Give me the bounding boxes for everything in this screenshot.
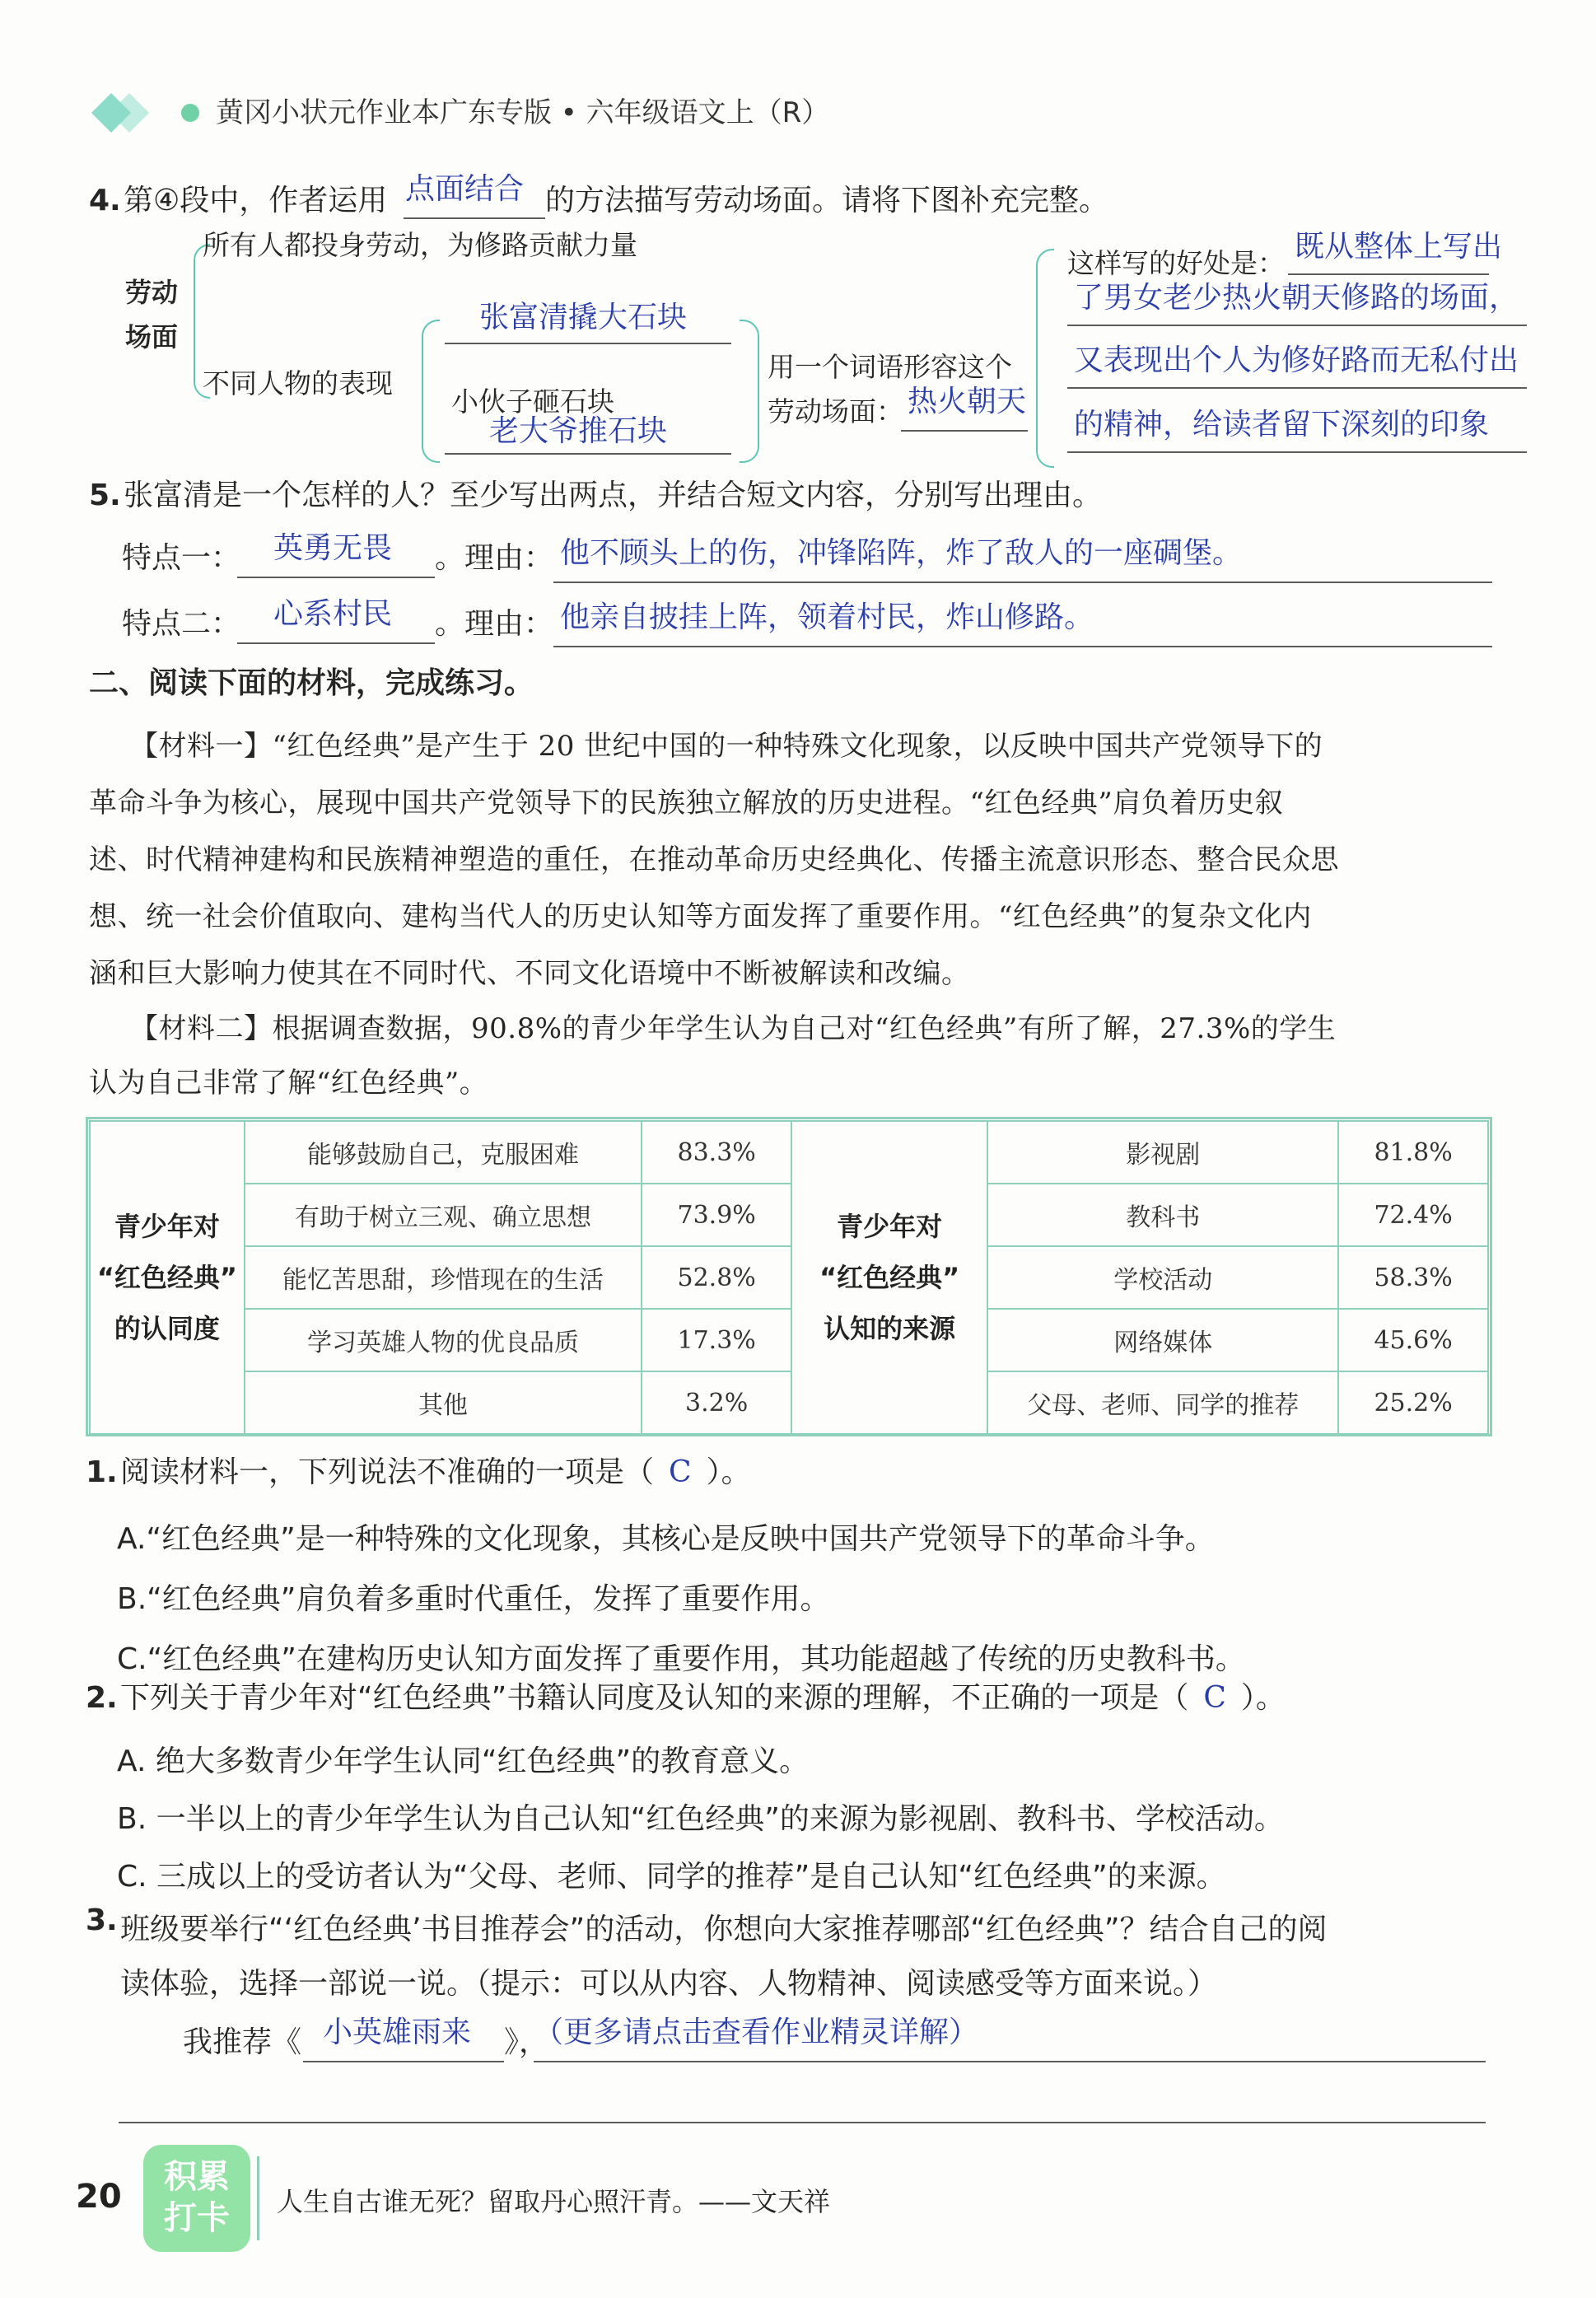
q4-prefix: 第④段中，作者运用: [124, 184, 388, 217]
trait1-blank[interactable]: [237, 531, 435, 578]
table-row: [90, 1246, 1488, 1309]
diagram-item-2: 小伙子砸石块: [451, 385, 614, 418]
trait1-reason-label: 。理由：: [435, 541, 554, 575]
p2-stem: [120, 1680, 1286, 1716]
stamp-line: 打卡: [164, 2199, 230, 2237]
trait1-answer: 英勇无畏: [273, 531, 393, 565]
trait1-reason: 他不顾头上的伤，冲锋陷阵，炸了敌人的一座碉堡。: [560, 536, 1243, 570]
p1-answer[interactable]: C: [669, 1455, 692, 1489]
footer-quote: 人生自古谁无死？留取丹心照汗青。——文天祥: [277, 2186, 831, 2217]
trait2-reason-blank[interactable]: [553, 600, 1492, 647]
q4-answer: 点面结合: [405, 172, 525, 206]
right-head-line: 青少年对: [837, 1211, 943, 1242]
material1-line: 【材料一】“红色经典”是产生于 20 世纪中国的一种特殊文化现象，以反映中国共产党领导下的: [130, 730, 1323, 763]
right-item: 学校活动: [987, 1246, 1338, 1309]
trait2-reason-label: 。理由：: [435, 607, 554, 641]
p2-stem-text: 下列关于青少年对“红色经典”书籍认同度及认知的来源的理解，不正确的一项是（: [120, 1681, 1189, 1715]
p3-stem: [120, 1903, 1328, 2011]
p3-line: 读体验，选择一部说一说。（提示：可以从内容、人物精神、阅读感受等方面来说。）: [120, 1967, 1218, 2001]
trait2-label: 特点二：: [122, 607, 241, 641]
diagram-benefit-line4-blank[interactable]: [1067, 408, 1527, 453]
table-row: [90, 1371, 1488, 1434]
p1-option-a[interactable]: A.“红色经典”是一种特殊的文化现象，其核心是反映中国共产党领导下的革命斗争。: [117, 1522, 1215, 1556]
p1-option-b[interactable]: B.“红色经典”肩负着多重时代重任，发挥了重要作用。: [117, 1582, 830, 1616]
diagram-root-line2: 场面: [125, 321, 179, 353]
p2-options: [117, 1733, 1284, 1906]
right-table-head: [791, 1121, 987, 1434]
diagram-describe-line1: 用一个词语形容这个: [768, 351, 1012, 383]
p2-option-b[interactable]: B. 一半以上的青少年学生认为自己认知“红色经典”的来源为影视剧、教科书、学校活动。: [117, 1802, 1284, 1836]
diagram-benefit-line2-blank[interactable]: [1067, 281, 1527, 326]
right-pct: 25.2%: [1338, 1371, 1488, 1434]
left-item: 能忆苦思甜，珍惜现在的生活: [245, 1246, 642, 1309]
diagram-describe-blank[interactable]: [901, 385, 1028, 432]
right-head-line: “红色经典”: [819, 1262, 960, 1293]
p3-extra-line[interactable]: [119, 2085, 1486, 2123]
section2-heading: 二、阅读下面的材料，完成练习。: [89, 666, 534, 700]
p1-close: ）。: [706, 1455, 751, 1489]
trait2-answer: 心系村民: [273, 597, 393, 631]
left-item: 其他: [245, 1371, 642, 1434]
diagram-item-3: 老大爷推石块: [489, 414, 668, 448]
trait1-reason-blank[interactable]: [553, 536, 1492, 583]
diagram-branch-diff: 不同人物的表现: [203, 367, 393, 399]
footer-divider: [257, 2156, 259, 2240]
p3-rec-mid: 》，: [504, 2025, 549, 2059]
table-row: [90, 1121, 1488, 1184]
p3-book-blank[interactable]: [303, 2015, 504, 2062]
diagram-items-brace: [422, 320, 440, 463]
material2-line: 【材料二】根据调查数据，90.8%的青少年学生认为自己对“红色经典”有所了解，27.3%的学生: [130, 1012, 1337, 1045]
p2-close: ）。: [1240, 1681, 1286, 1715]
p3-answer-blank[interactable]: [534, 2015, 1486, 2062]
left-pct: 3.2%: [642, 1371, 791, 1434]
material1-line: 涵和巨大影响力使其在不同时代、不同文化语境中不断被解读和改编。: [89, 957, 970, 990]
right-item: 网络媒体: [987, 1309, 1338, 1371]
left-pct: 83.3%: [642, 1121, 791, 1184]
right-pct: 81.8%: [1338, 1121, 1488, 1184]
diagram-benefit-line4: 的精神，给读者留下深刻的印象: [1074, 408, 1490, 441]
p2-number: 2.: [86, 1681, 118, 1715]
page-number: 20: [76, 2178, 122, 2216]
stamp-line: 积累: [164, 2158, 230, 2196]
diagram-root: [125, 270, 178, 359]
material2-line: 认为自己非常了解“红色经典”。: [89, 1067, 488, 1100]
q4-number: 4.: [89, 184, 121, 217]
p3-number: 3.: [86, 1903, 118, 1937]
material1-line: 述、时代精神建构和民族精神塑造的重任，在推动革命历史经典化、传播主流意识形态、整合民众思: [89, 843, 1339, 876]
left-item: 有助于树立三观、确立思想: [245, 1184, 642, 1246]
left-item: 能够鼓励自己，克服困难: [245, 1121, 642, 1184]
trait2-blank[interactable]: [237, 597, 435, 644]
p3-rec-prefix: 我推荐《: [183, 2025, 302, 2059]
header-title: 黄冈小状元作业本广东专版 • 六年级语文上（R）: [216, 96, 830, 129]
right-pct: 45.6%: [1338, 1309, 1488, 1371]
q5-number: 5.: [89, 479, 121, 512]
table-row: [90, 1309, 1488, 1371]
right-head-line: 认知的来源: [824, 1313, 956, 1344]
diagram-benefit-line1: 既从整体上写出: [1295, 230, 1503, 264]
material1-line: 想、统一社会价值取向、建构当代人的历史认知等方面发挥了重要作用。“红色经典”的复杂文化内: [89, 900, 1312, 933]
right-item: 影视剧: [987, 1121, 1338, 1184]
diagram-items-close-brace: [740, 320, 759, 463]
q5-stem: 张富清是一个怎样的人？至少写出两点，并结合短文内容，分别写出理由。: [124, 479, 1103, 512]
p2-option-a[interactable]: A. 绝大多数青少年学生认同“红色经典”的教育意义。: [117, 1745, 810, 1778]
diagram-describe-line2: 劳动场面：: [768, 395, 903, 427]
p1-stem-text: 阅读材料一，下列说法不准确的一项是（: [120, 1455, 655, 1489]
diagram-benefit-line3-blank[interactable]: [1067, 343, 1527, 389]
left-pct: 73.9%: [642, 1184, 791, 1246]
material2: [89, 1002, 1336, 1110]
diagram-branch-all: 所有人都投身劳动，为修路贡献力量: [203, 229, 637, 261]
p3-answer-link[interactable]: （更多请点击查看作业精灵详解）: [534, 2015, 979, 2049]
diagram-describe-answer: 热火朝天: [908, 385, 1027, 418]
material1-line: 革命斗争为核心，展现中国共产党领导下的民族独立解放的历史进程。“红色经典”肩负着历史叙: [89, 787, 1284, 820]
left-head-line: 的认同度: [114, 1313, 220, 1344]
diagram-benefit-line2: 了男女老少热火朝天修路的场面，: [1074, 281, 1519, 315]
left-head-line: 青少年对: [114, 1211, 220, 1242]
diagram-root-line1: 劳动: [125, 277, 179, 308]
material1: [89, 718, 1339, 1002]
left-pct: 17.3%: [642, 1309, 791, 1371]
p3-book: 小英雄雨来: [323, 2015, 472, 2049]
diagram-benefit-prefix: 这样写的好处是：: [1067, 247, 1285, 279]
p1-option-c[interactable]: C.“红色经典”在建构历史认知方面发挥了重要作用，其功能超越了传统的历史教科书。: [117, 1642, 1245, 1676]
p1-number: 1.: [86, 1455, 118, 1489]
q4-answer-blank[interactable]: [404, 172, 545, 219]
q4-suffix: 的方法描写劳动场面。请将下图补充完整。: [545, 184, 1109, 217]
left-pct: 52.8%: [642, 1246, 791, 1309]
p1-options: [117, 1509, 1245, 1689]
left-head-line: “红色经典”: [96, 1262, 237, 1293]
table-row: [90, 1184, 1488, 1246]
trait1-label: 特点一：: [122, 541, 241, 575]
right-item: 教科书: [987, 1184, 1338, 1246]
diagram-benefit-line1-blank[interactable]: [1288, 230, 1503, 275]
p3-line: 班级要举行“‘红色经典’书目推荐会”的活动，你想向大家推荐哪部“红色经典”？结合自己的阅: [120, 1913, 1328, 1946]
left-item: 学习英雄人物的优良品质: [245, 1309, 642, 1371]
diagram-benefit-brace: [1036, 249, 1054, 468]
diagram-item-1-blank[interactable]: [445, 297, 731, 344]
p1-stem: [120, 1455, 751, 1491]
trait2-reason: 他亲自披挂上阵，领着村民，炸山修路。: [560, 600, 1094, 634]
p2-answer[interactable]: C: [1203, 1681, 1226, 1715]
diagram-benefit-line3: 又表现出个人为修好路而无私付出: [1074, 343, 1519, 377]
right-item: 父母、老师、同学的推荐: [987, 1371, 1338, 1434]
left-table-head: [90, 1121, 245, 1434]
right-pct: 58.3%: [1338, 1246, 1488, 1309]
stamp-badge: [143, 2145, 250, 2252]
diagram-item-3-blank[interactable]: [445, 412, 731, 455]
diagram-item-1: 张富清撬大石块: [479, 301, 688, 334]
p2-option-c[interactable]: C. 三成以上的受访者认为“父母、老师、同学的推荐”是自己认知“红色经典”的来源。: [117, 1860, 1226, 1894]
right-pct: 72.4%: [1338, 1184, 1488, 1246]
survey-table: [89, 1120, 1489, 1435]
header-dot: [181, 104, 199, 122]
